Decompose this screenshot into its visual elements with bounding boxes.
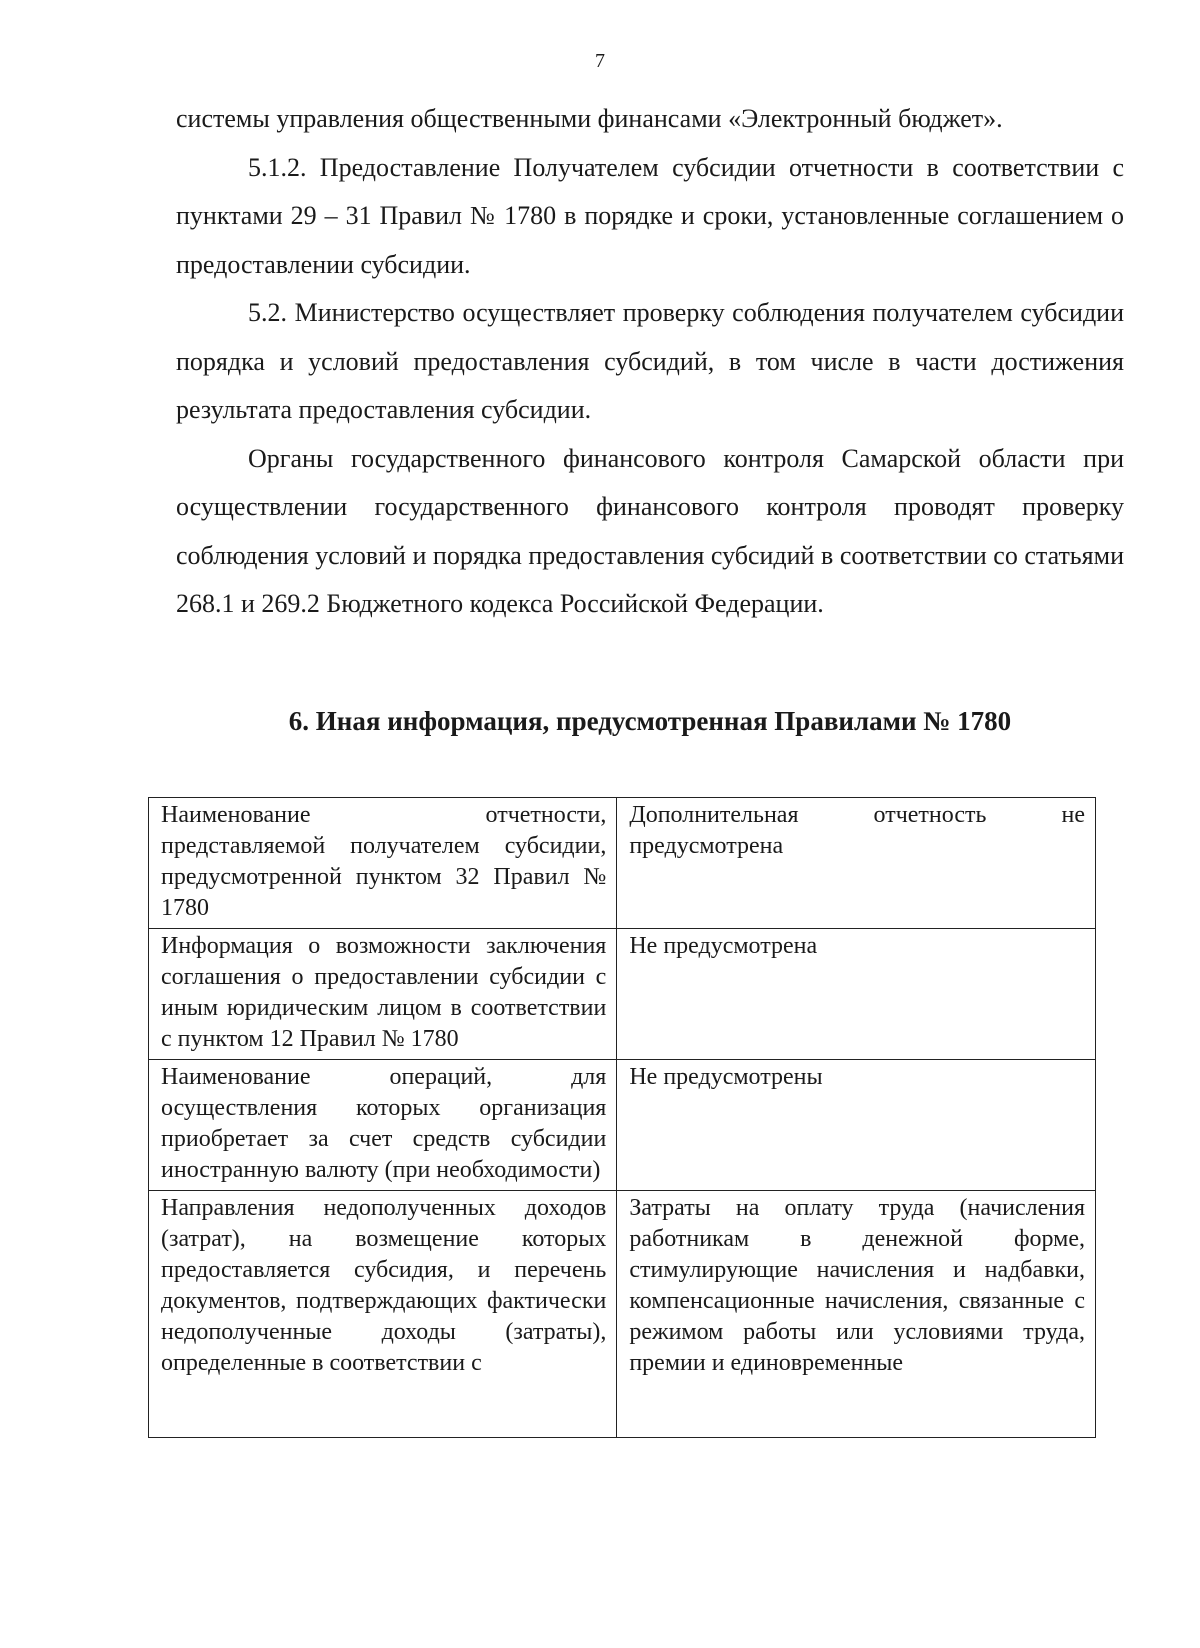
table-cell-text: Не предусмотрена [629,932,818,959]
paragraph-5-2: 5.2. Министерство осуществляет проверку соблюдения получателем субсидии порядка и условий предоставления субсидий, в том числе в части достижения результата предоставления субсидии. [176,298,1124,424]
info-table [148,797,1096,1438]
table-cell-value [617,797,1096,928]
table-cell-value [617,928,1096,1059]
table-cell-label [149,1190,617,1437]
table-cell-text: Направления недополученных доходов (затрат), на возмещение которых предоставляется субсидия, и перечень документов, подтверждающих фактически недополученные доходы (затраты), определенные в соответствии с [161,1194,607,1376]
page-number: 7 [595,50,605,72]
paragraph-financial-control: Органы государственного финансового контроля Самарской области при осуществлении государственного финансового контроля проводят проверку соблюдения условий и порядка предоставления субсидий в соответствии со статьями 268.1 и 269.2 Бюджетного кодекса Российской Федерации. [176,443,1124,618]
table-cell-label [149,797,617,928]
section-heading: 6. Иная информация, предусмотренная Правилами № 1780 [288,705,1012,736]
table-cell-value [617,1190,1096,1437]
table-row [149,1059,1096,1190]
table-cell-text: Наименование отчетности, представляемой получателем субсидии, предусмотренной пунктом 32 Правил № 1780 [161,801,607,921]
paragraph-continuation: системы управления общественными финансами «Электронный бюджет». [176,104,1003,133]
table-cell-text: Наименование операций, для осуществления которых организация приобретает за счет средств субсидии иностранную валюту (при необходимости) [161,1063,607,1183]
table-cell-text: Дополнительная отчетность не предусмотрена [629,801,1085,859]
table-row [149,1190,1096,1437]
table-cell-label [149,1059,617,1190]
document-body [161,95,1124,1438]
table-cell-value [617,1059,1096,1190]
table-row [149,797,1096,928]
table-cell-text: Информация о возможности заключения соглашения о предоставлении субсидии с иным юридическим лицом в соответствии с пунктом 12 Правил № 1780 [161,932,607,1052]
paragraph-5-1-2: 5.1.2. Предоставление Получателем субсидии отчетности в соответствии с пунктами 29 – 31 Правил № 1780 в порядке и сроки, установленные соглашением о предоставлении субсидии. [176,152,1124,279]
table-cell-text: Не предусмотрены [629,1063,823,1090]
table-cell-text: Затраты на оплату труда (начисления работникам в денежной форме, стимулирующие начисления и надбавки, компенсационные начисления, связанные с режимом работы или условиями труда, премии и единовременные [629,1194,1085,1376]
table-row [149,928,1096,1059]
table-cell-label [149,928,617,1059]
